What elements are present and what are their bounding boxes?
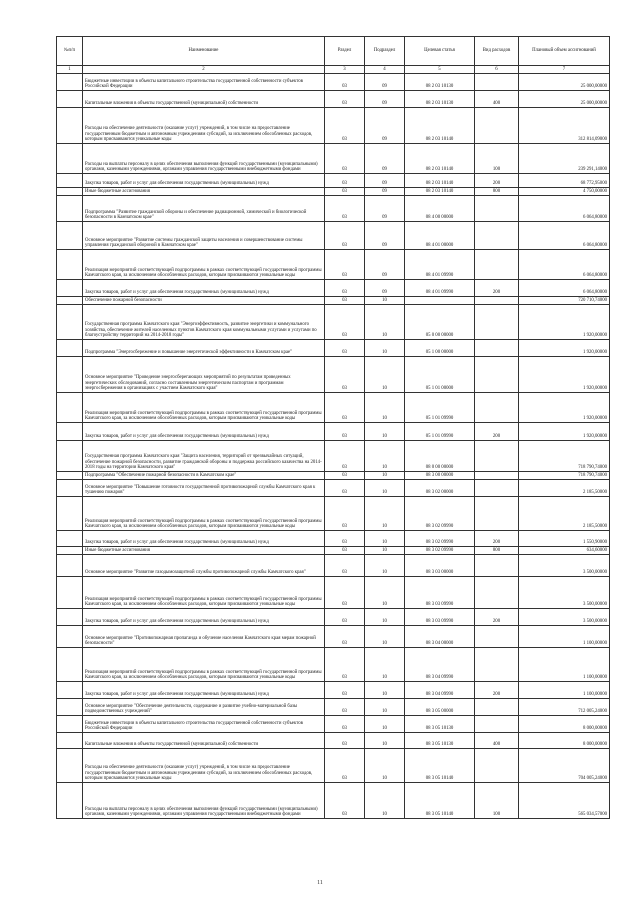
header-razdel: Раздел (325, 37, 365, 66)
podrazdel-cell: 09 (365, 280, 405, 297)
expense-type-cell (475, 250, 519, 280)
num-cell (57, 441, 83, 472)
name-cell: Иные бюджетные ассигнования (83, 188, 325, 196)
planned-sum-cell: 1 100,00000 (519, 626, 610, 648)
table-row (57, 222, 610, 250)
table-row (57, 682, 610, 699)
podrazdel-cell: 09 (365, 144, 405, 174)
name-cell: Основное мероприятие "Противопожарная пропаганда и обучение населения Камчатского края мерам пожарной безопасности" (83, 626, 325, 648)
razdel-cell: 03 (325, 144, 365, 174)
name-cell: Капитальные вложения в объекты государственной (муниципальной) собственности (83, 733, 325, 749)
name-cell: Основное мероприятие "Проведение энергосберегающих мероприятий по результатам проведенных энергетических обследований, согласно составленным энергетическим паспортам и программам энергосбережения в организациях с участием Камчатского края" (83, 357, 325, 393)
header-num: №п/п (57, 37, 83, 66)
target-article-cell: 05 1 01 00000 (405, 357, 475, 393)
expense-type-cell (475, 441, 519, 472)
podrazdel-cell: 10 (365, 305, 405, 340)
table-row (57, 577, 610, 609)
razdel-cell: 03 (325, 472, 365, 480)
razdel-cell: 03 (325, 196, 365, 222)
num-cell (57, 250, 83, 280)
planned-sum-cell: 312 814,09000 (519, 108, 610, 144)
podrazdel-cell: 10 (365, 699, 405, 716)
num-cell (57, 555, 83, 577)
expense-type-cell (475, 716, 519, 733)
target-article-cell: 08 4 01 09990 (405, 280, 475, 297)
name-cell: Бюджетные инвестиции в объекты капитального строительства государственной собственности субъектов Российской Федерации (83, 716, 325, 733)
target-article-cell: 05 1 00 00000 (405, 340, 475, 357)
num-cell (57, 74, 83, 91)
table-row (57, 497, 610, 531)
name-cell: Расходы на выплаты персоналу в целях обеспечения выполнения функций государственными (муниципальными) органами, казенными учреждениями, органами управления государственными внебюджетными фондами (83, 783, 325, 819)
num-cell (57, 108, 83, 144)
target-article-cell: 08 2 03 10130 (405, 74, 475, 91)
target-article-cell: 08 4 01 00000 (405, 222, 475, 250)
document-page (56, 36, 609, 819)
column-index-cell: 5 (405, 66, 475, 74)
expense-type-cell: 200 (475, 423, 519, 441)
podrazdel-cell: 10 (365, 682, 405, 699)
target-article-cell: 08 2 03 10130 (405, 91, 475, 108)
podrazdel-cell: 10 (365, 577, 405, 609)
expense-type-cell (475, 340, 519, 357)
num-cell (57, 144, 83, 174)
num-cell (57, 188, 83, 196)
num-cell (57, 497, 83, 531)
target-article-cell: 08 3 05 00000 (405, 699, 475, 716)
podrazdel-cell: 10 (365, 480, 405, 497)
planned-sum-cell: 6 064,80000 (519, 222, 610, 250)
razdel-cell: 03 (325, 531, 365, 547)
header-planned-sum: Плановый объем ассигнований (519, 37, 610, 66)
razdel-cell: 03 (325, 250, 365, 280)
razdel-cell: 03 (325, 497, 365, 531)
table-row (57, 250, 610, 280)
table-row (57, 716, 610, 733)
target-article-cell: 08 2 03 10140 (405, 144, 475, 174)
name-cell: Государственная программа Камчатского края "Защита населения, территорий от чрезвычайных ситуаций, обеспечение пожарной безопасности, развитие гражданской обороны и поддержка российского казачества на 2014-2018 годы на территории Камчатского края" (83, 441, 325, 472)
name-cell: Реализация мероприятий соответствующей подпрограммы в рамках соответствующей государственной программы Камчатского края, за исключением обособленных расходов, которым присваиваются уникальные коды (83, 393, 325, 423)
podrazdel-cell: 09 (365, 74, 405, 91)
name-cell: Расходы на обеспечение деятельности (оказание услуг) учреждений, в том числе на предоставление государственным бюджетным и автономным учреждениям субсидий, за исключением обособленных расходов, которым присваиваются уникальные коды (83, 749, 325, 783)
target-article-cell: 08 3 02 09990 (405, 531, 475, 547)
expense-type-cell (475, 749, 519, 783)
razdel-cell: 03 (325, 91, 365, 108)
planned-sum-cell: 8 000,00000 (519, 716, 610, 733)
target-article-cell: 08 3 05 10140 (405, 783, 475, 819)
expense-type-cell (475, 497, 519, 531)
num-cell (57, 423, 83, 441)
name-cell: Иные бюджетные ассигнования (83, 547, 325, 555)
razdel-cell: 03 (325, 480, 365, 497)
razdel-cell: 03 (325, 297, 365, 305)
num-cell (57, 626, 83, 648)
podrazdel-cell: 09 (365, 108, 405, 144)
planned-sum-cell: 8 000,00000 (519, 733, 610, 749)
planned-sum-cell: 1 920,00000 (519, 393, 610, 423)
num-cell (57, 648, 83, 682)
target-article-cell: 08 4 01 09990 (405, 250, 475, 280)
name-cell: Основное мероприятие "Повышение готовности государственной противопожарной службы Камчатского края к тушению пожаров" (83, 480, 325, 497)
table-row (57, 305, 610, 340)
planned-sum-cell: 239 291,14000 (519, 144, 610, 174)
planned-sum-cell: 25 000,00000 (519, 74, 610, 91)
target-article-cell: 08 3 02 09990 (405, 497, 475, 531)
expense-type-cell: 200 (475, 682, 519, 699)
expense-type-cell (475, 196, 519, 222)
planned-sum-cell: 3 500,00000 (519, 577, 610, 609)
num-cell (57, 547, 83, 555)
target-article-cell: 08 3 05 10130 (405, 716, 475, 733)
podrazdel-cell: 10 (365, 357, 405, 393)
expense-type-cell (475, 626, 519, 648)
podrazdel-cell: 10 (365, 733, 405, 749)
table-row (57, 480, 610, 497)
name-cell: Капитальные вложения в объекты государственной (муниципальной) собственности (83, 91, 325, 108)
planned-sum-cell: 718 790,74000 (519, 472, 610, 480)
table-row (57, 749, 610, 783)
table-row (57, 297, 610, 305)
expense-type-cell (475, 305, 519, 340)
razdel-cell: 03 (325, 783, 365, 819)
razdel-cell: 03 (325, 609, 365, 626)
target-article-cell: 05 0 00 00000 (405, 305, 475, 340)
podrazdel-cell: 10 (365, 783, 405, 819)
planned-sum-cell: 3 500,00000 (519, 555, 610, 577)
podrazdel-cell: 09 (365, 188, 405, 196)
target-article-cell: 08 3 00 00000 (405, 472, 475, 480)
num-cell (57, 749, 83, 783)
planned-sum-cell: 704 005,24000 (519, 749, 610, 783)
planned-sum-cell: 1 920,00000 (519, 423, 610, 441)
razdel-cell: 03 (325, 393, 365, 423)
table-header-row (57, 37, 610, 66)
num-cell (57, 577, 83, 609)
expense-type-cell: 200 (475, 531, 519, 547)
name-cell: Подпрограмма "Энергосбережение и повышение энергетической эффективности в Камчатском крае" (83, 340, 325, 357)
expense-type-cell: 200 (475, 280, 519, 297)
name-cell: Закупка товаров, работ и услуг для обеспечения государственных (муниципальных) нужд (83, 174, 325, 188)
planned-sum-cell: 1 100,00000 (519, 648, 610, 682)
column-index-cell: 7 (519, 66, 610, 74)
num-cell (57, 609, 83, 626)
expense-type-cell (475, 699, 519, 716)
podrazdel-cell: 10 (365, 648, 405, 682)
target-article-cell: 08 0 00 00000 (405, 441, 475, 472)
expense-type-cell (475, 393, 519, 423)
razdel-cell: 03 (325, 555, 365, 577)
podrazdel-cell: 09 (365, 196, 405, 222)
razdel-cell: 03 (325, 716, 365, 733)
name-cell: Расходы на обеспечение деятельности (оказание услуг) учреждений, в том числе на предоставление государственным бюджетным и автономным учреждениям субсидий, за исключением обособленных расходов, которым присваиваются уникальные коды (83, 108, 325, 144)
table-row (57, 74, 610, 91)
razdel-cell: 03 (325, 733, 365, 749)
planned-sum-cell: 634,60000 (519, 547, 610, 555)
num-cell (57, 305, 83, 340)
podrazdel-cell: 10 (365, 626, 405, 648)
expense-type-cell (475, 297, 519, 305)
name-cell: Бюджетные инвестиции в объекты капитального строительства государственной собственности субъектов Российской Федерации (83, 74, 325, 91)
planned-sum-cell: 565 034,57000 (519, 783, 610, 819)
num-cell (57, 196, 83, 222)
column-index-cell: 6 (475, 66, 519, 74)
target-article-cell: 08 3 04 00000 (405, 626, 475, 648)
name-cell: Реализация мероприятий соответствующей подпрограммы в рамках соответствующей государственной программы Камчатского края, за исключением обособленных расходов, которым присваиваются уникальные коды (83, 497, 325, 531)
podrazdel-cell: 10 (365, 497, 405, 531)
name-cell: Реализация мероприятий соответствующей подпрограммы в рамках соответствующей государственной программы Камчатского края, за исключением обособленных расходов, которым присваиваются уникальные коды (83, 577, 325, 609)
header-name: Наименование (83, 37, 325, 66)
target-article-cell: 08 3 03 09990 (405, 609, 475, 626)
podrazdel-cell: 10 (365, 423, 405, 441)
table-body (57, 74, 610, 819)
name-cell: Реализация мероприятий соответствующей подпрограммы в рамках соответствующей государственной программы Камчатского края, за исключением обособленных расходов, которым присваиваются уникальные коды (83, 250, 325, 280)
target-article-cell: 08 3 05 10140 (405, 749, 475, 783)
num-cell (57, 783, 83, 819)
razdel-cell: 03 (325, 441, 365, 472)
target-article-cell: 08 2 03 10140 (405, 188, 475, 196)
razdel-cell: 03 (325, 174, 365, 188)
expense-type-cell (475, 648, 519, 682)
expense-type-cell: 200 (475, 609, 519, 626)
expense-type-cell: 400 (475, 733, 519, 749)
table-row (57, 547, 610, 555)
table-row (57, 280, 610, 297)
num-cell (57, 716, 83, 733)
razdel-cell: 03 (325, 423, 365, 441)
podrazdel-cell: 10 (365, 547, 405, 555)
table-row (57, 783, 610, 819)
target-article-cell: 08 3 02 00000 (405, 480, 475, 497)
podrazdel-cell: 09 (365, 250, 405, 280)
table-row (57, 91, 610, 108)
table-row (57, 733, 610, 749)
expense-type-cell (475, 577, 519, 609)
podrazdel-cell: 10 (365, 472, 405, 480)
expense-type-cell: 400 (475, 91, 519, 108)
planned-sum-cell: 6 064,80000 (519, 250, 610, 280)
num-cell (57, 91, 83, 108)
table-row (57, 699, 610, 716)
razdel-cell: 03 (325, 74, 365, 91)
table-row (57, 196, 610, 222)
num-cell (57, 699, 83, 716)
podrazdel-cell: 10 (365, 716, 405, 733)
table-row (57, 393, 610, 423)
podrazdel-cell: 09 (365, 174, 405, 188)
podrazdel-cell: 10 (365, 297, 405, 305)
podrazdel-cell: 10 (365, 340, 405, 357)
header-podrazdel: Подраздел (365, 37, 405, 66)
name-cell: Подпрограмма "Обеспечение пожарной безопасности в Камчатском крае" (83, 472, 325, 480)
name-cell: Закупка товаров, работ и услуг для обеспечения государственных (муниципальных) нужд (83, 280, 325, 297)
target-article-cell: 08 3 04 09990 (405, 648, 475, 682)
name-cell: Закупка товаров, работ и услуг для обеспечения государственных (муниципальных) нужд (83, 682, 325, 699)
target-article-cell (405, 297, 475, 305)
podrazdel-cell: 10 (365, 749, 405, 783)
planned-sum-cell: 2 185,50000 (519, 497, 610, 531)
podrazdel-cell: 10 (365, 531, 405, 547)
razdel-cell: 03 (325, 357, 365, 393)
target-article-cell: 08 3 04 09990 (405, 682, 475, 699)
table-row (57, 472, 610, 480)
expense-type-cell (475, 472, 519, 480)
target-article-cell: 08 3 05 10130 (405, 733, 475, 749)
expense-type-cell: 200 (475, 174, 519, 188)
planned-sum-cell: 3 500,00000 (519, 609, 610, 626)
target-article-cell: 08 3 02 09990 (405, 547, 475, 555)
name-cell: Закупка товаров, работ и услуг для обеспечения государственных (муниципальных) нужд (83, 609, 325, 626)
column-index-cell: 1 (57, 66, 83, 74)
num-cell (57, 297, 83, 305)
razdel-cell: 03 (325, 280, 365, 297)
table-row (57, 188, 610, 196)
razdel-cell: 03 (325, 749, 365, 783)
name-cell: Расходы на выплаты персоналу в целях обеспечения выполнения функций государственными (муниципальными) органами, казенными учреждениями, органами управления государственными внебюджетными фондами (83, 144, 325, 174)
planned-sum-cell: 1 920,00000 (519, 340, 610, 357)
num-cell (57, 174, 83, 188)
planned-sum-cell: 712 005,24000 (519, 699, 610, 716)
target-article-cell: 08 3 03 09990 (405, 577, 475, 609)
num-cell (57, 531, 83, 547)
name-cell: Основное мероприятие "Развитие системы гражданской защиты населения и совершенствование системы управления гражданской обороной в Камчатском крае" (83, 222, 325, 250)
expense-type-cell (475, 222, 519, 250)
podrazdel-cell: 09 (365, 222, 405, 250)
podrazdel-cell: 10 (365, 393, 405, 423)
column-index-cell: 3 (325, 66, 365, 74)
table-row (57, 174, 610, 188)
num-cell (57, 480, 83, 497)
table-row (57, 144, 610, 174)
razdel-cell: 03 (325, 188, 365, 196)
expense-type-cell (475, 108, 519, 144)
num-cell (57, 357, 83, 393)
expense-type-cell: 100 (475, 783, 519, 819)
razdel-cell: 03 (325, 108, 365, 144)
table-row (57, 340, 610, 357)
column-index-cell: 2 (83, 66, 325, 74)
expense-type-cell (475, 74, 519, 91)
name-cell: Подпрограмма "Развитие гражданской обороны и обеспечение радиационной, химической и биологической безопасности в Камчатском крае" (83, 196, 325, 222)
budget-table (56, 36, 610, 819)
header-expense-type: Вид расходов (475, 37, 519, 66)
razdel-cell: 03 (325, 577, 365, 609)
target-article-cell: 08 2 03 10140 (405, 108, 475, 144)
podrazdel-cell: 10 (365, 555, 405, 577)
name-cell: Обеспечение пожарной безопасности (83, 297, 325, 305)
razdel-cell: 03 (325, 222, 365, 250)
planned-sum-cell: 6 064,80000 (519, 280, 610, 297)
planned-sum-cell: 1 550,90000 (519, 531, 610, 547)
target-article-cell: 05 1 01 09990 (405, 423, 475, 441)
name-cell: Основное мероприятие "Развитие газодымозащитной службы противопожарной службы Камчатского края" (83, 555, 325, 577)
planned-sum-cell: 4 750,00000 (519, 188, 610, 196)
expense-type-cell: 100 (475, 144, 519, 174)
num-cell (57, 733, 83, 749)
num-cell (57, 222, 83, 250)
name-cell: Закупка товаров, работ и услуг для обеспечения государственных (муниципальных) нужд (83, 531, 325, 547)
table-row (57, 531, 610, 547)
expense-type-cell (475, 480, 519, 497)
num-cell (57, 393, 83, 423)
podrazdel-cell: 10 (365, 609, 405, 626)
name-cell: Государственная программа Камчатского края "Энергоэффективность, развитие энергетики и коммунального хозяйства, обеспечение жителей населенных пунктов Камчатского края коммунальными услугами и услугами по благоустройству территорий на 2014-2018 годы" (83, 305, 325, 340)
header-target-article: Целевая статья (405, 37, 475, 66)
target-article-cell: 08 3 03 00000 (405, 555, 475, 577)
table-row (57, 609, 610, 626)
expense-type-cell (475, 555, 519, 577)
name-cell: Закупка товаров, работ и услуг для обеспечения государственных (муниципальных) нужд (83, 423, 325, 441)
table-row (57, 441, 610, 472)
planned-sum-cell: 6 064,80000 (519, 196, 610, 222)
razdel-cell: 03 (325, 648, 365, 682)
expense-type-cell: 800 (475, 547, 519, 555)
planned-sum-cell: 720 710,74000 (519, 297, 610, 305)
table-row (57, 555, 610, 577)
podrazdel-cell: 10 (365, 441, 405, 472)
planned-sum-cell: 25 000,00000 (519, 91, 610, 108)
razdel-cell: 03 (325, 682, 365, 699)
planned-sum-cell: 1 920,00000 (519, 357, 610, 393)
target-article-cell: 08 4 00 00000 (405, 196, 475, 222)
table-row (57, 648, 610, 682)
razdel-cell: 03 (325, 547, 365, 555)
razdel-cell: 03 (325, 699, 365, 716)
planned-sum-cell: 2 185,50000 (519, 480, 610, 497)
name-cell: Основное мероприятие "Обеспечение деятельности, содержание и развитие учебно-материальной базы подведомственных учреждений" (83, 699, 325, 716)
page-number: 11 (317, 880, 323, 886)
podrazdel-cell: 09 (365, 91, 405, 108)
column-index-row (57, 66, 610, 74)
planned-sum-cell: 68 772,95000 (519, 174, 610, 188)
num-cell (57, 472, 83, 480)
table-row (57, 423, 610, 441)
num-cell (57, 340, 83, 357)
target-article-cell: 08 2 03 10140 (405, 174, 475, 188)
razdel-cell: 03 (325, 626, 365, 648)
expense-type-cell (475, 357, 519, 393)
num-cell (57, 682, 83, 699)
name-cell: Реализация мероприятий соответствующей подпрограммы в рамках соответствующей государственной программы Камчатского края, за исключением обособленных расходов, которым присваиваются уникальные коды (83, 648, 325, 682)
target-article-cell: 05 1 01 09990 (405, 393, 475, 423)
column-index-cell: 4 (365, 66, 405, 74)
razdel-cell: 03 (325, 305, 365, 340)
planned-sum-cell: 718 790,74000 (519, 441, 610, 472)
table-row (57, 357, 610, 393)
planned-sum-cell: 1 100,00000 (519, 682, 610, 699)
table-row (57, 108, 610, 144)
table-row (57, 626, 610, 648)
num-cell (57, 280, 83, 297)
expense-type-cell: 800 (475, 188, 519, 196)
planned-sum-cell: 1 920,00000 (519, 305, 610, 340)
razdel-cell: 03 (325, 340, 365, 357)
